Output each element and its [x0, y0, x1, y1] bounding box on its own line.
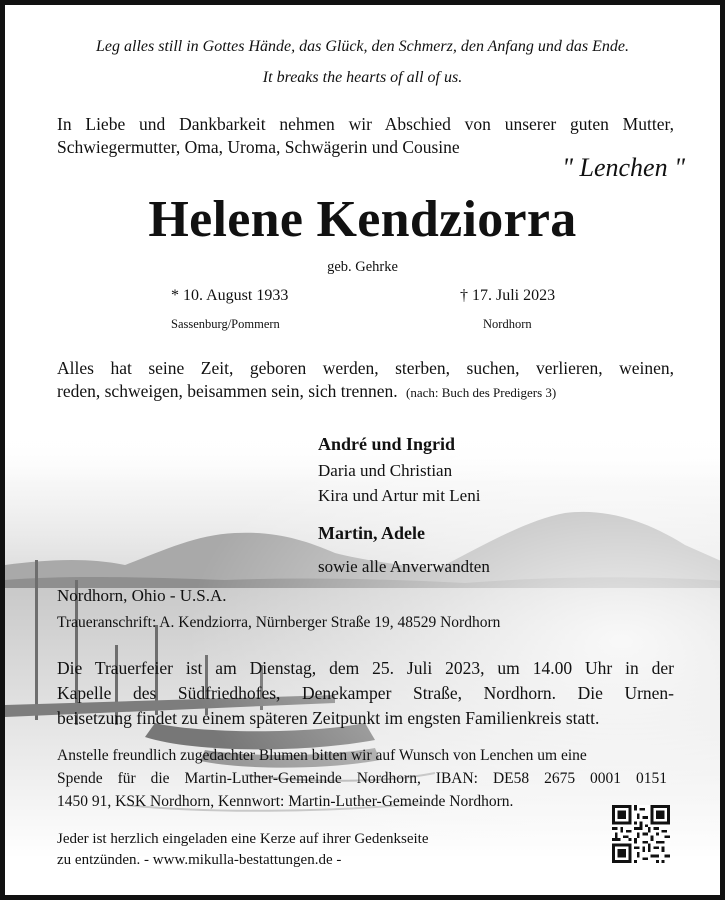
donation-line-3: 1450 91, KSK Nordhorn, Kennwort: Martin-Luther-Gemeinde Nordhorn. [57, 793, 514, 810]
mourning-address: Traueranschrift: A. Kendziorra, Nürnberger Straße 19, 48529 Nordhorn [57, 614, 501, 631]
motto-line-1: Leg alles still in Gottes Hände, das Glück, den Schmerz, den Anfang und das Ende. [96, 38, 629, 55]
nickname: " Lenchen " [562, 153, 685, 182]
other-relatives: sowie alle Anverwandten [318, 557, 490, 576]
death-date: † 17. Juli 2023 [460, 287, 556, 304]
location: Nordhorn, Ohio - U.S.A. [57, 586, 227, 605]
funeral-line-3: beisetzung findet zu einem späteren Zeitpunkt im engsten Familienkreis statt. [57, 708, 600, 728]
verse-line-2 [57, 381, 556, 402]
death-place: Nordhorn [483, 317, 532, 331]
intro-line-1: In Liebe und Dankbarkeit nehmen wir Abschied von unserer guten Mutter, [57, 114, 674, 134]
qr-code-icon[interactable] [612, 805, 670, 863]
family-martin-adele: Martin, Adele [318, 523, 425, 543]
funeral-line-2: Kapelle des Südfriedhofes, Denekamper Straße, Nordhorn. Die Urnen- [57, 683, 674, 703]
verse-line-1: Alles hat seine Zeit, geboren werden, sterben, suchen, verlieren, weinen, [57, 358, 674, 378]
maiden-name: geb. Gehrke [327, 259, 398, 275]
funeral-line-1: Die Trauerfeier ist am Dienstag, dem 25. Juli 2023, um 14.00 Uhr in der [57, 658, 674, 678]
family-daria-christian: Daria und Christian [318, 461, 453, 480]
verse-source: (nach: Buch des Predigers 3) [406, 385, 557, 400]
candle-line-2: zu entzünden. - www.mikulla-bestattungen.de - [57, 852, 342, 868]
donation-line-2: Spende für die Martin-Luther-Gemeinde Nordhorn, IBAN: DE58 2675 0001 0151 [57, 770, 667, 787]
family-kira-artur-leni: Kira und Artur mit Leni [318, 486, 481, 505]
deceased-name: Helene Kendziorra [148, 191, 577, 248]
intro-line-2: Schwiegermutter, Oma, Uroma, Schwägerin und Cousine [57, 137, 460, 157]
motto-line-2: It breaks the hearts of all of us. [262, 69, 463, 86]
candle-line-1: Jeder ist herzlich eingeladen eine Kerze auf ihrer Gedenkseite [57, 831, 429, 847]
birth-place: Sassenburg/Pommern [171, 317, 280, 331]
verse-text: reden, schweigen, beisammen sein, sich trennen. [57, 381, 398, 401]
birth-date: * 10. August 1933 [171, 287, 289, 304]
family-andre-ingrid: André und Ingrid [318, 434, 456, 454]
donation-line-1: Anstelle freundlich zugedachter Blumen bitten wir auf Wunsch von Lenchen um eine [57, 747, 587, 764]
